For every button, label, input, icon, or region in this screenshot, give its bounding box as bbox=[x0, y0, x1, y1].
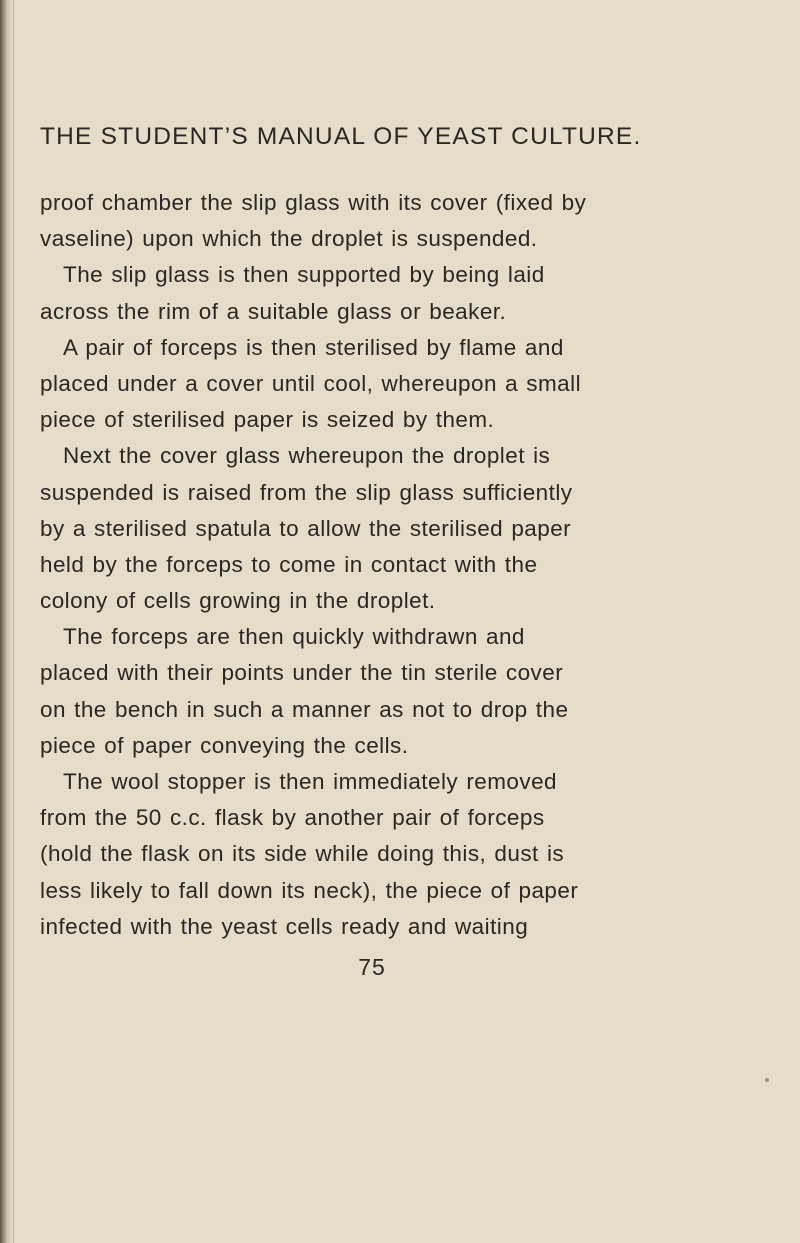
text-line: piece of sterilised paper is seized by them. bbox=[40, 407, 495, 433]
text-line: held by the forceps to come in contact with the bbox=[40, 551, 538, 577]
text-line: infected with the yeast cells ready and waiting bbox=[40, 913, 529, 939]
text-line: The forceps are then quickly withdrawn and bbox=[63, 624, 525, 650]
text-line: placed under a cover until cool, whereupon a small bbox=[40, 370, 582, 396]
body-text bbox=[40, 185, 770, 945]
text-line: by a sterilised spatula to allow the sterilised paper bbox=[40, 515, 572, 541]
text-line: The wool stopper is then immediately removed bbox=[63, 769, 558, 794]
text-line: placed with their points under the tin sterile cover bbox=[40, 660, 564, 686]
text-line: vaseline) upon which the droplet is suspended. bbox=[40, 226, 538, 252]
text-line: proof chamber the slip glass with its cover (fixed by bbox=[40, 190, 587, 215]
paper-speck bbox=[765, 1078, 769, 1082]
text-line: suspended is raised from the slip glass sufficiently bbox=[40, 479, 573, 505]
page-binding-edge bbox=[0, 0, 12, 1243]
text-line: piece of paper conveying the cells. bbox=[40, 732, 409, 758]
text-line: less likely to fall down its neck), the piece of paper bbox=[40, 877, 579, 903]
text-line: (hold the flask on its side while doing this, dust is bbox=[40, 841, 565, 867]
page-number: 75 bbox=[358, 954, 386, 980]
running-head: THE STUDENT’S MANUAL OF YEAST CULTURE. bbox=[40, 123, 642, 150]
text-line: across the rim of a suitable glass or beaker. bbox=[40, 298, 507, 324]
text-line: from the 50 c.c. flask by another pair of forceps bbox=[40, 805, 545, 831]
text-line: The slip glass is then supported by being laid bbox=[63, 262, 545, 288]
page-edge-line bbox=[13, 0, 14, 1243]
text-line: A pair of forceps is then sterilised by flame and bbox=[63, 334, 564, 360]
text-line: on the bench in such a manner as not to drop the bbox=[40, 696, 569, 722]
text-line: Next the cover glass whereupon the droplet is bbox=[63, 443, 551, 469]
text-line: colony of cells growing in the droplet. bbox=[40, 588, 436, 614]
